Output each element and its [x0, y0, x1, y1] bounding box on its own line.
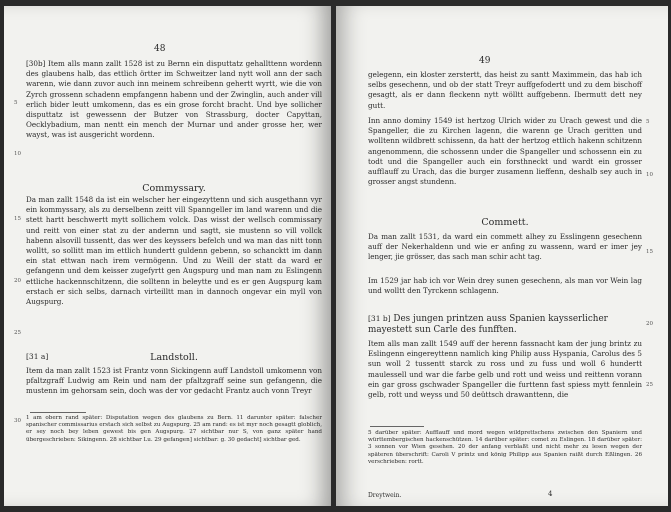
paragraph-printz: Item alls man zallt 1549 auff der herenn fassnacht kam der jung brintz zu Eslingenn eingereyttenn namlich king Philip auss Hyspania, Carolus des 5 sun woll 2 tussentt starck zu ross und zu fuss und woll 6 hundertt maulessell und war die farbe gelb und rott und weiss und reittenn vorann ein gar gross gschwader Spangeller die furttenn fast spiess mytt fennlein gelb, rott und weyss und 50 deüttsch drawanttenn, die [368, 339, 642, 400]
footnotes-left: 1 am obern rand später: Disputation wegen des glaubens zu Bern. 11 darunter später: falscher spanischer commissarius erstach sich selbst zu Augspurg. 25 am rand: es ist myr noch gesagtt globlich, er sey noch bey leben gewest bis gen Augspurg. 27 sichtbar nur S, von ganz später hand übergeschrieben: Sikingenn. 28 sichtbar Lu. 29 gefangen] sichtbar: g. 30 gedacht] sichtbar ged. [26, 415, 322, 443]
line-number: 15 [646, 249, 653, 255]
heading-commyssary: Commyssary. [142, 183, 206, 194]
paragraph-urach: Inn anno dominy 1549 ist hertzog Ulrich wider zu Urach gewest und die Spangeller, die zu Kirchen lagenn, die warenn ge Urach geritten und wolltenn wildbrett schissenn, da hatt der hertzog ettlich hakenn schitzenn angenommenn, die schossenn under die Spangeller und schossenn ein zu todt und die Spangeller auch ein forsthneckt und wardt ein grosser aufflauff zu Urach, das die burger zusamenn lieffenn, deshalb sey auch in grosser angst stundenn. [368, 116, 642, 187]
signature-mark: 4 [548, 490, 553, 498]
running-footer: Dreytwein. [368, 492, 402, 499]
page-number-right: 49 [479, 56, 491, 66]
paragraph-commyssary: Da man zallt 1548 da ist ein welscher her eingezyttenn und sich ausgethann vyr ein kommyssary, als zu derselbenn zeitt vill Spanngeller im land warenn und die stett hartt beschwertt mytt sollichem volck. Das wisst der wellsch commissary und reitt von einer stat zu der andernn und sagtt, sie mustenn so vill vollck habenn alsovill tussentt, das wer des keyssers befelch und wa man das nitt tonn wolltt, so sollitt man im ettlich hundertt guldenn gebenn, so schancktt im dann ein stat ettwan nach irem vermögenn. Und zu Weill der statt da ward er gefangenn und dem keisser zugefyrtt gen Augspurg und man nam zu Eslingenn ettliche hackennschitzenn, die solltenn in beleytte und es er gen Augspurg kam erstach er sich selbs, darnach virteilltt man in dannoch ongevar ein myll von Augspurg. [26, 195, 322, 307]
paragraph-landstoll: Item da man zallt 1523 ist Frantz vonn Sickingenn auff Landstoll umkomenn von pfaltzgraff Ludwig am Rein und nam der pfaltzgraff seine sun gefangenn, die mustenn im gehorsam sein, doch was der vor gedacht Frantz auch vonn Treyr [26, 366, 322, 396]
folio-tag: [31 a] [26, 352, 49, 361]
paragraph-commett: Da man zallt 1531, da ward ein commett alhey zu Esslingenn gesechenn auff der Nekerhaldenn und wie er anfing zu wassenn, ward er imer jey lenger, jie grösser, das sach man schir acht tag. [368, 232, 642, 262]
heading-commett: Commett. [481, 217, 529, 228]
footnote-rule [30, 412, 86, 413]
heading-landstoll-text: Landstoll. [150, 352, 198, 363]
line-number: 30 [14, 418, 21, 424]
line-number: 25 [646, 382, 653, 388]
right-line-numbers [646, 6, 660, 486]
line-number: 10 [14, 151, 21, 157]
heading-landstoll [26, 352, 322, 363]
footnote-rule-right [370, 426, 424, 427]
line-number: 5 [646, 119, 650, 125]
page-number-left: 48 [154, 44, 166, 54]
folio-tag-right: [31 b] [368, 314, 391, 323]
paragraph-disputation: [30b] Item alls mann zallt 1528 ist zu Bernn ein disputtatz gehallttenn wordenn des glaubens halb, das ettlich örtter im Schweitzer land nytt woll ann der sach warenn, wie dann zuvor auch inn meinem schreibenn gehertt wyrtt, wie die von Zyrch grossenn schadenn empfangenn habenn und der Zwinglin, auch ander vill erlich bider leutt umkomenn, das es ein grose forcht bracht. Und bye sollicher disputtatz ist gewessenn der Butzer von Strassburg, docter Capyttan, Oecklybadium, man nentt ein mench der Murnar und ander grosse her, wer wayst, was ist ausgericht wordenn. [26, 59, 322, 140]
right-page [336, 6, 668, 506]
paragraph-wein: Im 1529 jar hab ich vor Wein drey sunen gesechenn, als man vor Wein lag und wolltt den Tyrckenn schlagenn. [368, 276, 642, 296]
heading-printzen [368, 313, 642, 336]
line-number: 10 [646, 172, 653, 178]
line-number: 15 [14, 216, 21, 222]
line-number: 5 [14, 100, 18, 106]
footnotes-right: 5 darüber später: Aufflauff und mord wegen wildprettschens zwischen den Spaniern und württembergischen hackenschützen. 14 darüber später: comet zu Eslingen. 18 darüber später: 3 sonnen vor Wien gesehen. 20 der anfang verblaßt und nicht mehr zu lesen wegen der späteren überschrift: Caroli V printz und könig Philipp aus Spanien raißt durch Eßlingen. 26 verschrieben: rortt. [368, 430, 642, 465]
paragraph-maximmein: gelegenn, ein kloster zerstertt, das heist zu santt Maximmein, das hab ich selbs gesechenn, und ob der statt Treyr auffgefodertt und zu dem bischoff gesagtt, als er dann fleckenn nytt wölltt auffgebenn. Ibermutt dett ney gutt. [368, 70, 642, 110]
line-number: 25 [14, 330, 21, 336]
heading-printzen-text: Des jungen printzen auss Spanien kaysserlicher mayestett sun Carle des funfften. [368, 314, 608, 335]
line-number: 20 [646, 321, 653, 327]
left-page [4, 6, 331, 506]
line-number: 20 [14, 278, 21, 284]
